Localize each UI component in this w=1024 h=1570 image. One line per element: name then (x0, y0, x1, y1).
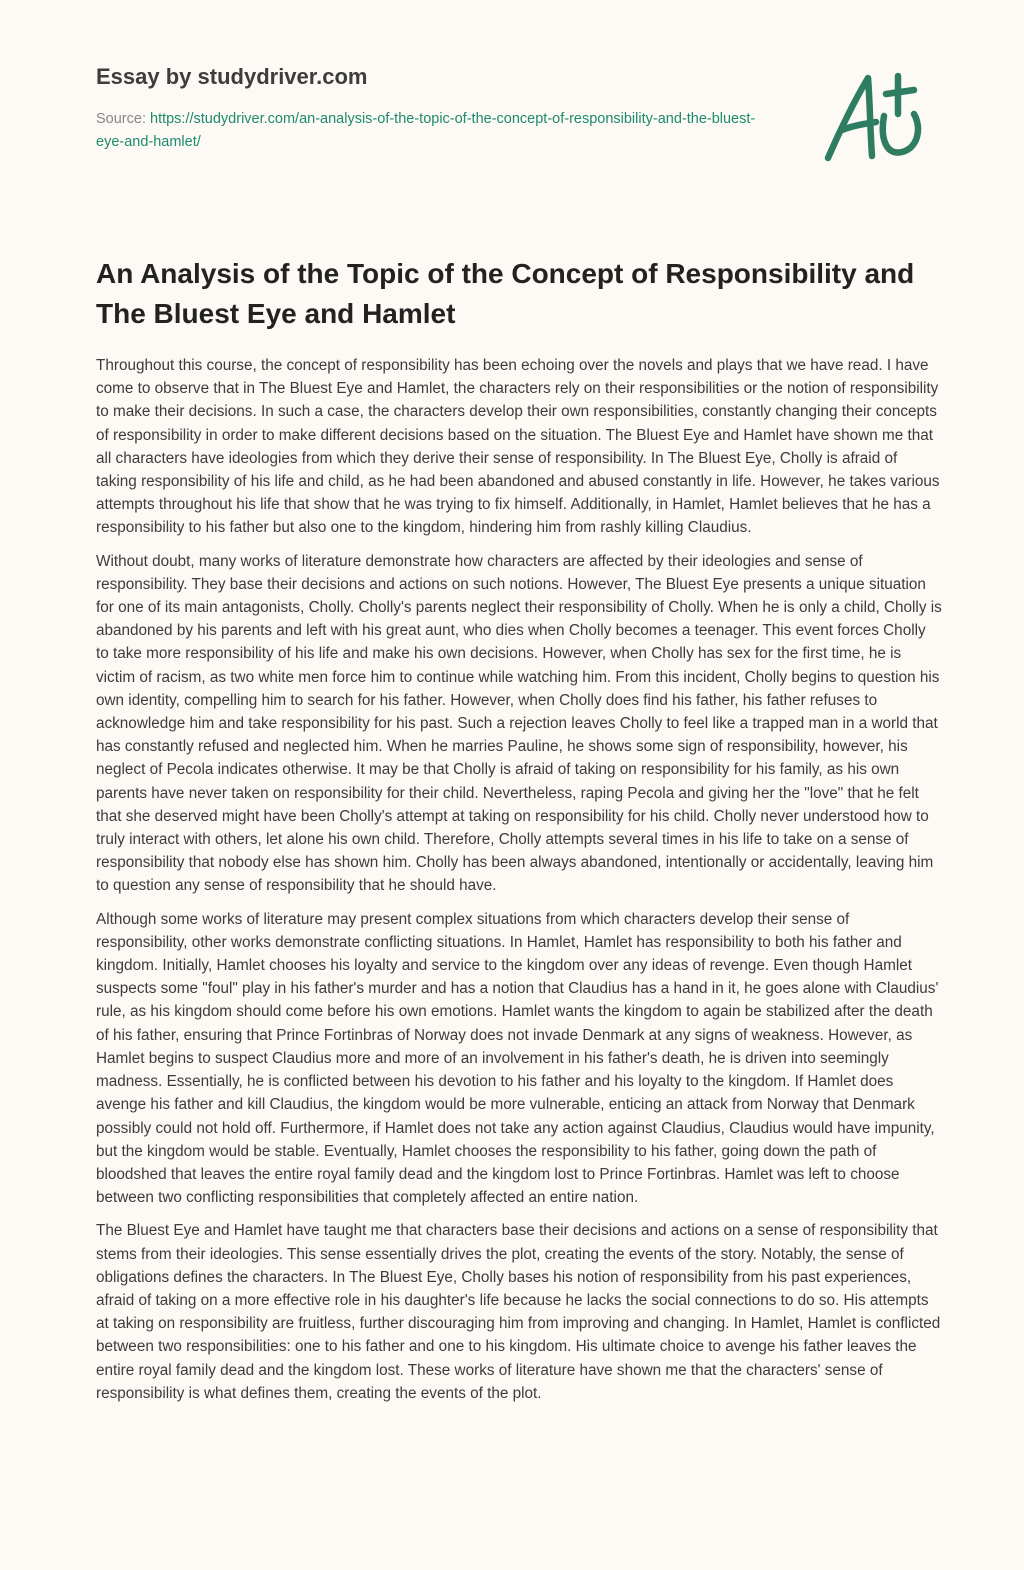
essay-paragraph: Although some works of literature may present complex situations from which characters develop their sense of responsibility, other works demonstrate conflicting situations. In Hamlet, Hamlet has responsibility to both his father and kingdom. Initially, Hamlet chooses his loyalty and service to the kingdom over any ideas of revenge. Even though Hamlet suspects some "foul" play in his father's murder and has a notion that Claudius has a hand in it, he goes alone with Claudius' rule, as his kingdom should come before his own emotions. Hamlet wants the kingdom to again be stabilized after the death of his father, ensuring that Prince Fortinbras of Norway does not invade Denmark at any signs of weakness. However, as Hamlet begins to suspect Claudius more and more of an involvement in his father's death, he is driven into seemingly madness. Essentially, he is conflicted between his devotion to his father and his loyalty to the kingdom. If Hamlet does avenge his father and kill Claudius, the kingdom would be more vulnerable, enticing an attack from Norway that Denmark possibly could not hold off. Furthermore, if Hamlet does not take any action against Claudius, Claudius would have impunity, but the kingdom would be stable. Eventually, Hamlet chooses the responsibility to his father, going down the path of bloodshed that leaves the entire royal family dead and the kingdom lost to Prince Fortinbras. Hamlet was left to choose between two conflicting responsibilities that completely affected an entire nation. (96, 910, 939, 1207)
essay-body (96, 354, 942, 1415)
source-label: Source: (96, 111, 150, 127)
essay-header (96, 62, 796, 154)
essay-paragraph: The Bluest Eye and Hamlet have taught me that characters base their decisions and actions on a sense of responsibility that stems from their ideologies. This sense essentially drives the plot, creating the events of the story. Notably, the sense of obligations defines the characters. In The Bluest Eye, Cholly bases his notion of responsibility from his past experiences, afraid of taking on a more effective role in his daughter's life because he lacks the social connections to do so. His attempts at taking on responsibility are fruitless, further discouraging him from improving and changing. In Hamlet, Hamlet is conflicted between two responsibilities: one to his father and one to his kingdom. His ultimate choice to avenge his father leaves the entire royal family dead and the kingdom lost. These works of literature have shown me that the characters' sense of responsibility is what defines them, creating the events of the plot. (96, 1222, 941, 1402)
site-title: Essay by studydriver.com (96, 64, 368, 89)
a-plus-grade-icon (818, 64, 928, 168)
article-title: An Analysis of the Topic of the Concept of Responsibility and The Bluest Eye and Hamlet (96, 258, 915, 329)
essay-paragraph: Throughout this course, the concept of responsibility has been echoing over the novels and plays that we have read. I have come to observe that in The Bluest Eye and Hamlet, the characters rely on their responsibilities or the notion of responsibility to make their decisions. In such a case, the characters develop their own responsibilities, constantly changing their concepts of responsibility in order to make different decisions based on the situation. The Bluest Eye and Hamlet have shown me that all characters have ideologies from which they derive their sense of responsibility. In The Bluest Eye, Cholly is afraid of taking responsibility of his life and child, as he had been abandoned and abused constantly in life. However, he takes various attempts throughout his life that show that he was trying to fix himself. Additionally, in Hamlet, Hamlet believes that he has a responsibility to his father but also one to the kingdom, hindering him from rashly killing Claudius. (96, 357, 940, 537)
source-link[interactable]: https://studydriver.com/an-analysis-of-the-topic-of-the-concept-of-responsibility-and-the-bluest-eye-and-hamlet/ (96, 111, 756, 150)
source-line (96, 108, 756, 154)
essay-paragraph: Without doubt, many works of literature demonstrate how characters are affected by their ideologies and sense of responsibility. They base their decisions and actions on such notions. However, The Bluest Eye presents a unique situation for one of its main antagonists, Cholly. Cholly's parents neglect their responsibility of Cholly. When he is only a child, Cholly is abandoned by his parents and left with his great aunt, who dies when Cholly becomes a teenager. This event forces Cholly to take more responsibility of his life and make his own decisions. However, when Cholly has sex for the first time, he is victim of racism, as two white men force him to continue while watching him. From this incident, Cholly begins to question his own identity, compelling him to search for his father. However, when Cholly does find his father, his father refuses to acknowledge him and take responsibility for his past. Such a rejection leaves Cholly to feel like a trapped man in a world that has constantly refused and neglected him. When he marries Pauline, he shows some sign of responsibility, however, his neglect of Pecola indicates otherwise. It may be that Cholly is afraid of taking on responsibility for his family, as his own parents have never taken on responsibility for their child. Nevertheless, raping Pecola and giving her the "love" that he felt that she deserved might have been Cholly's attempt at taking on responsibility for his child. Cholly never understood how to truly interact with others, let alone his own child. Therefore, Cholly attempts several times in his life to take on a sense of responsibility that nobody else has shown him. Cholly has been always abandoned, intentionally or accidentally, leaving him to question any sense of responsibility that he should have. (96, 552, 942, 895)
